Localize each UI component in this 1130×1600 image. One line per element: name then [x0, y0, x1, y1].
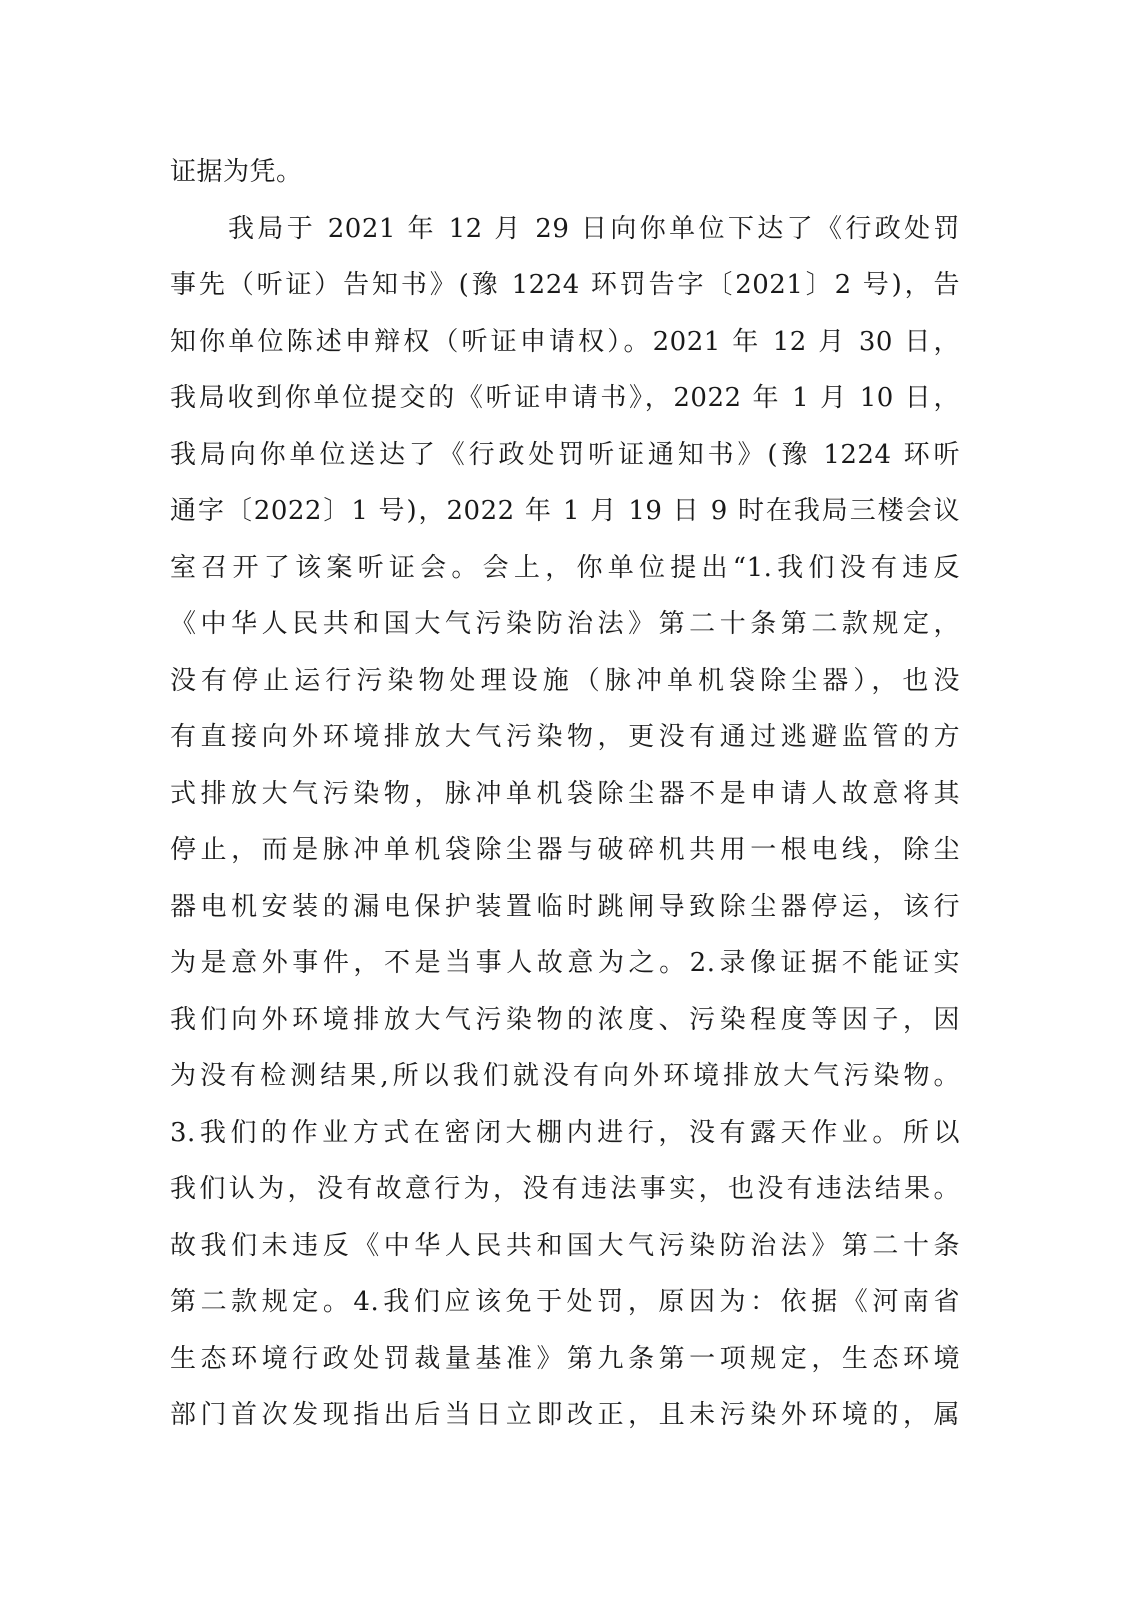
text-line-1: 证据为凭。 — [170, 157, 303, 187]
text-line-12: 式排放大气污染物，脉冲单机袋除尘器不是申请人故意将其 — [170, 778, 960, 809]
text-line-13: 停止，而是脉冲单机袋除尘器与破碎机共用一根电线，除尘 — [170, 835, 960, 865]
text-line-6: 我局向你单位送达了《行政处罚听证通知书》(豫 1224 环听 — [170, 439, 960, 470]
text-line-16: 我们向外环境排放大气污染物的浓度、污染程度等因子，因 — [170, 1004, 960, 1035]
text-line-7: 通字〔2022〕1 号)，2022 年 1 月 19 日 9 时在我局三楼会议 — [170, 496, 960, 526]
text-line-15: 为是意外事件，不是当事人故意为之。2.录像证据不能证实 — [170, 948, 960, 978]
text-line-9: 《中华人民共和国大气污染防治法》第二十条第二款规定， — [170, 609, 960, 639]
text-line-21: 第二款规定。4.我们应该免于处罚，原因为：依据《河南省 — [170, 1287, 960, 1317]
text-line-10: 没有停止运行污染物处理设施（脉冲单机袋除尘器），也没 — [170, 665, 960, 696]
text-line-2: 我局于 2021 年 12 月 29 日向你单位下达了《行政处罚 — [228, 213, 960, 244]
text-line-18: 3.我们的作业方式在密闭大棚内进行，没有露天作业。所以 — [170, 1117, 960, 1148]
text-line-3: 事先（听证）告知书》(豫 1224 环罚告字〔2021〕2 号)，告 — [170, 270, 960, 300]
text-line-11: 有直接向外环境排放大气污染物，更没有通过逃避监管的方 — [170, 722, 960, 752]
document-body — [170, 144, 960, 1444]
text-line-22: 生态环境行政处罚裁量基准》第九条第一项规定，生态环境 — [170, 1343, 960, 1374]
text-line-14: 器电机安装的漏电保护装置临时跳闸导致除尘器停运，该行 — [170, 891, 960, 922]
text-line-20: 故我们未违反《中华人民共和国大气污染防治法》第二十条 — [170, 1230, 960, 1261]
text-line-4: 知你单位陈述申辩权（听证申请权）。2021 年 12 月 30 日， — [170, 326, 960, 357]
text-line-19: 我们认为，没有故意行为，没有违法事实，也没有违法结果。 — [170, 1174, 960, 1204]
text-line-17: 为没有检测结果,所以我们就没有向外环境排放大气污染物。 — [170, 1061, 960, 1091]
text-line-5: 我局收到你单位提交的《听证申请书》，2022 年 1 月 10 日， — [170, 383, 960, 413]
text-line-23: 部门首次发现指出后当日立即改正，且未污染外环境的，属 — [170, 1400, 960, 1430]
text-line-8: 室召开了该案听证会。会上，你单位提出“1.我们没有违反 — [170, 552, 960, 583]
